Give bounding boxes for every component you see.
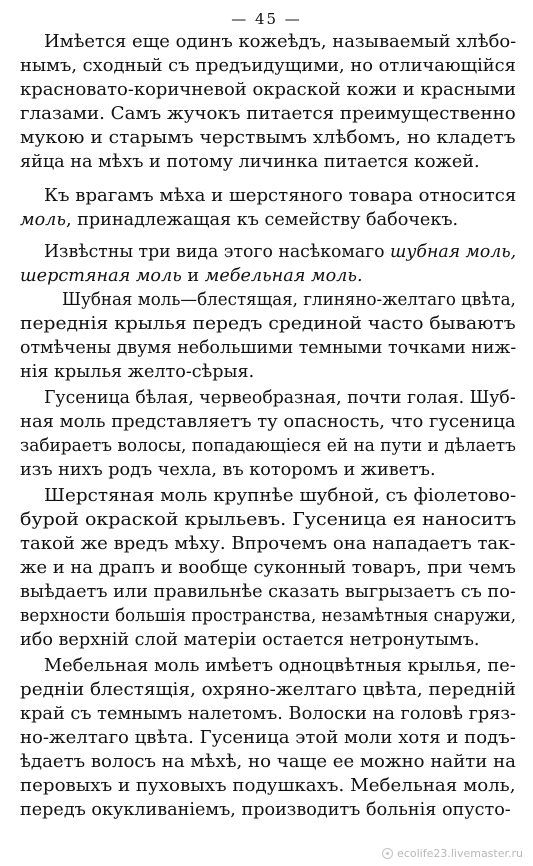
italic-term: моль [20, 210, 66, 230]
text-line [20, 750, 516, 774]
text-segment: Извѣстны три вида этого насѣкомаго [44, 242, 391, 262]
text-line [20, 532, 516, 556]
text-line [62, 288, 516, 312]
text-segment: ная моль представляетъ ту опасность, что гусеница [20, 412, 516, 432]
text-segment: бурой окраской крыльевъ. Гусеница ея наноситъ [20, 510, 517, 530]
text-line [20, 410, 516, 434]
text-segment: Имѣется еще одинъ кожеѣдъ, называемый хлѣбо- [44, 32, 517, 52]
text-segment: ѣдаетъ волосъ на мѣхѣ, но чаще ее можно найти на [20, 752, 516, 772]
text-line [20, 126, 516, 150]
watermark [382, 847, 523, 860]
text-line [44, 184, 516, 208]
text-segment: редніи блестящія, охряно-желтаго цвѣта, передній [20, 680, 516, 700]
text-segment: ибо верхній слой матеріи остается нетронутымъ. [20, 630, 480, 650]
italic-term: мебельная моль. [204, 266, 363, 286]
text-line [20, 54, 516, 78]
text-segment: Шерстяная моль крупнѣе шубной, съ фіолетово- [44, 486, 517, 506]
text-segment: нія крылья желто-сѣрыя. [20, 362, 255, 382]
text-segment: яйца на мѣхъ и потому личинка питается кожей. [20, 152, 480, 172]
text-line [20, 604, 516, 628]
text-line [20, 726, 516, 750]
text-segment: изъ нихъ родъ чехла, въ которомъ и живетъ. [20, 460, 436, 480]
livemaster-logo-icon [382, 848, 393, 859]
text-line [20, 102, 516, 126]
text-line [20, 702, 516, 726]
italic-term: шерстяная моль [20, 266, 182, 286]
text-segment: отмѣчены двумя небольшими темными точками ниж- [20, 338, 517, 358]
text-line [20, 208, 458, 232]
text-segment: нымъ, сходный съ предъидущими, но отличающійся [20, 56, 516, 76]
text-line [20, 458, 436, 482]
text-segment: Къ врагамъ мѣха и шерстяного товара относится [44, 186, 517, 206]
text-line [44, 484, 516, 508]
text-segment: Мебельная моль имѣетъ одноцвѣтныя крылья, пе- [44, 656, 516, 676]
text-segment: красновато-коричневой окраской кожи и красными [20, 80, 517, 100]
text-line [20, 798, 511, 822]
text-segment: верхности большія пространства, незамѣтныя снаружи, [20, 606, 517, 626]
text-line [20, 508, 516, 532]
page-number: — 45 — [231, 10, 302, 28]
text-line [20, 264, 363, 288]
text-segment: же и на драпъ и вообще суконный товаръ, при чемъ [20, 558, 516, 578]
text-line [44, 30, 516, 54]
text-segment: такой же вредъ мѣху. Впрочемъ она нападаетъ так- [20, 534, 516, 554]
text-segment: край съ темнымъ налетомъ. Волоски на головѣ гряз- [20, 704, 517, 724]
text-segment: глазами. Самъ жучокъ питается преимущественно [20, 104, 516, 124]
text-line [44, 386, 516, 410]
text-segment: мукою и старымъ черствымъ хлѣбомъ, но кладетъ [20, 128, 516, 148]
text-line [20, 678, 516, 702]
text-line [44, 240, 516, 264]
text-line [20, 78, 516, 102]
text-segment: забираетъ волосы, попадающіеся ей на пути и дѣлаетъ [20, 436, 516, 456]
text-line [20, 336, 516, 360]
text-line [44, 654, 516, 678]
text-segment: переднія крылья передъ срединой часто бываютъ [20, 314, 516, 334]
text-segment: выѣдаетъ или правильнѣе сказать выгрызаетъ съ по- [20, 582, 516, 602]
italic-term: шубная моль, [390, 242, 517, 262]
watermark-text: ecolife23.livemaster.ru [397, 847, 523, 860]
text-line [20, 150, 480, 174]
text-segment: и [181, 266, 205, 286]
text-line [20, 434, 516, 458]
text-line [20, 774, 516, 798]
text-segment: но-желтаго цвѣта. Гусеница этой моли хотя и подъ- [20, 728, 516, 748]
text-segment: перовыхъ и пуховыхъ подушкахъ. Мебельная моль, [20, 776, 516, 796]
text-line [20, 360, 254, 384]
text-segment: Гусеница бѣлая, червеобразная, почти голая. Шуб- [44, 388, 516, 408]
text-segment: Шубная моль—блестящая, глиняно-желтаго цвѣта, [62, 290, 516, 310]
text-line [20, 628, 480, 652]
text-segment: передъ окукливаніемъ, производитъ больнія опусто- [20, 800, 511, 820]
text-line [20, 312, 516, 336]
text-line [20, 580, 516, 604]
text-line [20, 556, 516, 580]
text-segment: , принадлежащая къ семейству бабочекъ. [65, 210, 459, 230]
